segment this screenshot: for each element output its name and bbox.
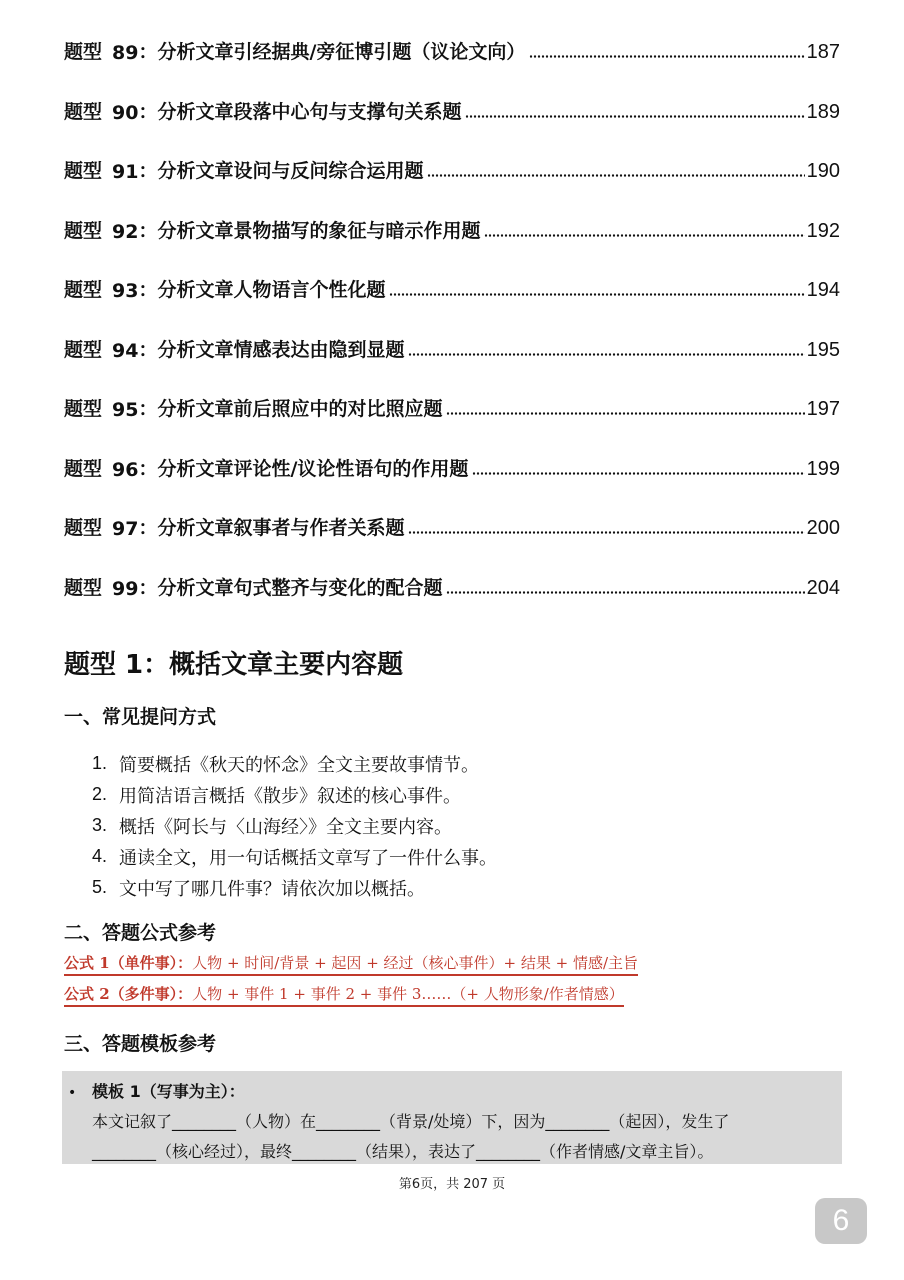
- toc-leader-dots: [427, 174, 804, 177]
- toc-number: 97: [112, 518, 139, 540]
- formula-multi-event: [64, 983, 624, 1007]
- list-item-number: 4.: [92, 846, 108, 866]
- toc-page-number: 189: [806, 101, 840, 123]
- toc-page-number: 190: [806, 160, 840, 182]
- toc-number: 92: [112, 221, 139, 243]
- toc-page-number: 192: [806, 220, 840, 242]
- bullet-icon: •: [68, 1085, 77, 1101]
- toc-entry[interactable]: [64, 334, 840, 362]
- list-item: [92, 779, 497, 810]
- toc-leader-dots: [484, 234, 804, 237]
- toc-entry[interactable]: [64, 572, 840, 600]
- toc-leader-dots: [529, 55, 804, 58]
- list-item-text: 用简洁语言概括《散步》叙述的核心事件。: [119, 785, 461, 807]
- toc-page-number: 204: [806, 577, 840, 599]
- toc-page-number: 194: [806, 279, 840, 301]
- formula-text: 人物 + 事件 1 + 事件 2 + 事件 3……（+ 人物形象/作者情感）: [192, 985, 624, 1003]
- toc-number: 93: [112, 280, 139, 302]
- toc-entry[interactable]: [64, 512, 840, 540]
- subheading-answer-formula: 二、答题公式参考: [64, 922, 217, 944]
- list-item: [92, 872, 497, 903]
- toc-entry[interactable]: [64, 215, 840, 243]
- toc-number: 89: [112, 42, 139, 64]
- question-list: [92, 748, 497, 903]
- toc-label: 题型: [64, 279, 103, 301]
- toc-label: 题型: [64, 101, 103, 123]
- list-item: [92, 810, 497, 841]
- template-line: ________（核心经过），最终________（结果），表达了________（作者情感/文章主旨）。: [92, 1142, 714, 1161]
- list-item-number: 2.: [92, 784, 108, 804]
- list-item: [92, 748, 497, 779]
- toc-entry[interactable]: [64, 453, 840, 481]
- toc-label: 题型: [64, 339, 103, 361]
- toc-leader-dots: [446, 412, 804, 415]
- list-item-text: 简要概括《秋天的怀念》全文主要故事情节。: [119, 754, 479, 776]
- toc-leader-dots: [389, 293, 804, 296]
- formula-label: 公式 1（单件事）：: [64, 954, 193, 972]
- toc-leader-dots: [408, 531, 804, 534]
- toc-leader-dots: [408, 353, 804, 356]
- template-line: 本文记叙了________（人物）在________（背景/处境）下，因为________（起因），发生了: [92, 1112, 730, 1131]
- toc-leader-dots: [446, 591, 804, 594]
- page-footer: 第6页，共 207 页: [398, 1177, 506, 1192]
- subheading-question-forms: 一、常见提问方式: [64, 706, 217, 728]
- toc-title: ：分析文章前后照应中的对比照应题: [138, 398, 443, 420]
- toc-page-number: 199: [806, 458, 840, 480]
- list-item-number: 5.: [92, 877, 108, 897]
- toc-leader-dots: [472, 472, 804, 475]
- list-item-number: 1.: [92, 753, 108, 773]
- formula-single-event: [64, 952, 638, 976]
- toc-title: ：分析文章设问与反问综合运用题: [138, 160, 424, 182]
- toc-title: ：分析文章引经据典/旁征博引题（议论文向）: [138, 41, 526, 63]
- toc-entry[interactable]: [64, 155, 840, 183]
- formula-label: 公式 2（多件事）：: [64, 985, 193, 1003]
- toc-page-number: 187: [806, 41, 840, 63]
- toc-label: 题型: [64, 577, 103, 599]
- template-box: [62, 1071, 842, 1164]
- toc-number: 90: [112, 102, 139, 124]
- toc-title: ：分析文章景物描写的象征与暗示作用题: [138, 220, 481, 242]
- toc-title: ：分析文章叙事者与作者关系题: [138, 517, 405, 539]
- toc-label: 题型: [64, 458, 103, 480]
- toc-label: 题型: [64, 160, 103, 182]
- toc-title: ：分析文章句式整齐与变化的配合题: [138, 577, 443, 599]
- toc-label: 题型: [64, 517, 103, 539]
- toc-number: 94: [112, 340, 139, 362]
- list-item-text: 概括《阿长与〈山海经〉》全文主要内容。: [119, 816, 452, 838]
- toc-page-number: 197: [806, 398, 840, 420]
- toc-label: 题型: [64, 41, 103, 63]
- toc-number: 95: [112, 399, 139, 421]
- list-item-text: 文中写了哪几件事？请依次加以概括。: [119, 878, 425, 900]
- section-heading: 题型 1：概括文章主要内容题: [64, 650, 404, 680]
- toc-entry[interactable]: [64, 96, 840, 124]
- toc-title: ：分析文章人物语言个性化题: [138, 279, 386, 301]
- toc-number: 96: [112, 459, 139, 481]
- page-number-badge: 6: [815, 1198, 867, 1244]
- template-title: 模板 1（写事为主）：: [92, 1082, 245, 1101]
- subheading-answer-template: 三、答题模板参考: [64, 1033, 217, 1055]
- toc-number: 99: [112, 578, 139, 600]
- toc-page-number: 200: [806, 517, 840, 539]
- toc-title: ：分析文章评论性/议论性语句的作用题: [138, 458, 469, 480]
- list-item-number: 3.: [92, 815, 108, 835]
- toc-entry[interactable]: [64, 36, 840, 64]
- toc-title: ：分析文章段落中心句与支撑句关系题: [138, 101, 462, 123]
- toc-number: 91: [112, 161, 139, 183]
- toc-entry[interactable]: [64, 393, 840, 421]
- toc-title: ：分析文章情感表达由隐到显题: [138, 339, 405, 361]
- toc-page-number: 195: [806, 339, 840, 361]
- toc-entry[interactable]: [64, 274, 840, 302]
- list-item-text: 通读全文，用一句话概括文章写了一件什么事。: [119, 847, 497, 869]
- toc-label: 题型: [64, 398, 103, 420]
- toc-leader-dots: [465, 115, 804, 118]
- toc-label: 题型: [64, 220, 103, 242]
- formula-text: 人物 + 时间/背景 + 起因 + 经过（核心事件）+ 结果 + 情感/主旨: [192, 954, 639, 972]
- list-item: [92, 841, 497, 872]
